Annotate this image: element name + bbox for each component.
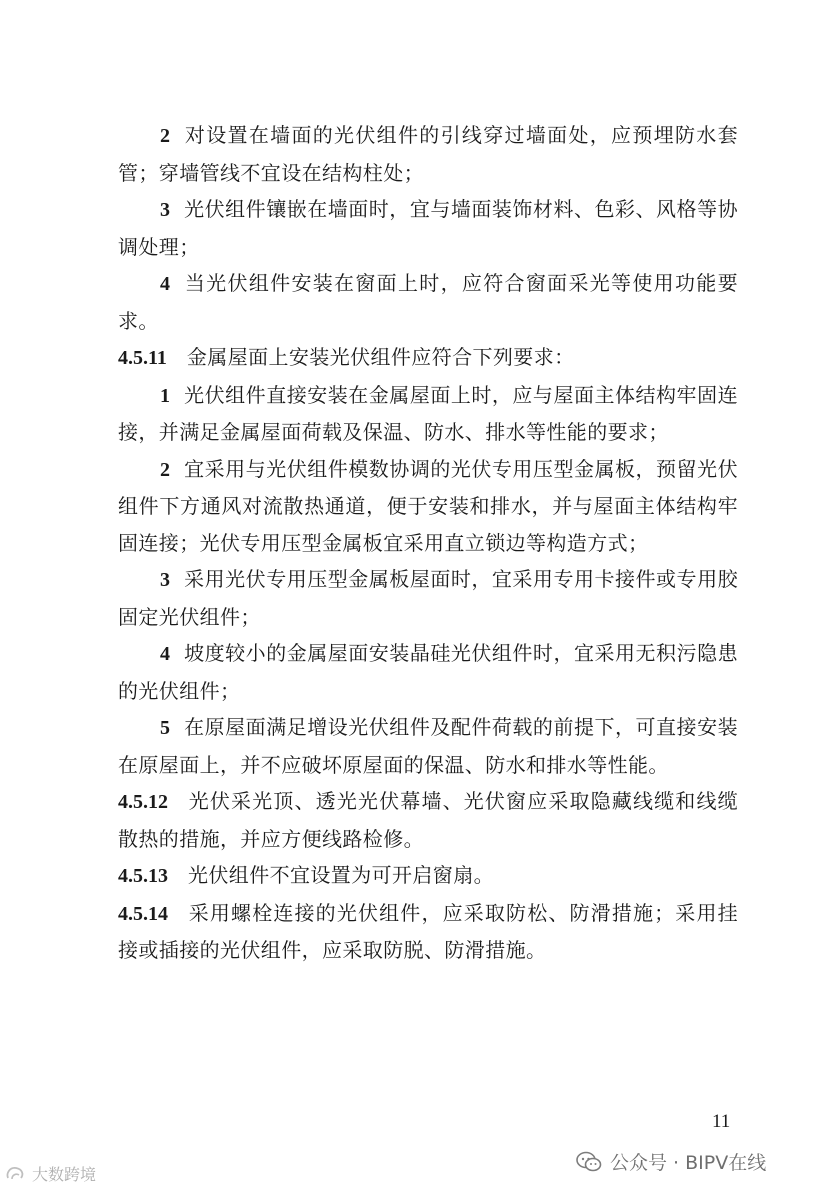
item-number: 5 <box>160 717 170 739</box>
item-text: 宜采用与光伏组件模数协调的光伏专用压型金属板，预留光伏组件下方通风对流散热通道，便于安装和排水，并与屋面主体结构牢固连接；光伏专用压型金属板宜采用直立锁边等构造方式； <box>118 456 738 555</box>
list-item <box>118 635 738 709</box>
clause-text: 采用螺栓连接的光伏组件，应采取防松、防滑措施；采用挂接或插接的光伏组件，应采取防脱、防滑措施。 <box>118 900 738 962</box>
item-text: 光伏组件镶嵌在墙面时，宜与墙面装饰材料、色彩、风格等协调处理； <box>118 197 738 259</box>
corner-watermark <box>4 1162 96 1185</box>
item-number: 3 <box>160 569 170 591</box>
document-body <box>118 117 738 969</box>
clause-number: 4.5.12 <box>118 791 168 813</box>
clause-number: 4.5.11 <box>118 347 167 369</box>
wechat-watermark <box>576 1148 766 1175</box>
clause-number: 4.5.14 <box>118 902 168 925</box>
clause-text: 金属屋面上安装光伏组件应符合下列要求： <box>186 345 575 369</box>
corner-watermark-text: 大数跨境 <box>32 1165 97 1184</box>
clause-text: 光伏组件不宜设置为可开启窗扇。 <box>188 863 494 887</box>
watermark-text: 公众号 · BIPV在线 <box>610 1152 767 1174</box>
logo-icon <box>4 1164 28 1184</box>
clause <box>118 857 738 895</box>
item-text: 当光伏组件安装在窗面上时，应符合窗面采光等使用功能要求。 <box>118 271 738 333</box>
item-text: 光伏组件直接安装在金属屋面上时，应与屋面主体结构牢固连接，并满足金属屋面荷载及保温、防水、排水等性能的要求； <box>118 382 738 444</box>
list-item <box>118 561 738 635</box>
wechat-icon <box>576 1151 602 1173</box>
list-item <box>118 377 738 451</box>
item-number: 4 <box>160 273 170 295</box>
list-item <box>118 451 738 562</box>
clause <box>118 895 738 969</box>
item-text: 对设置在墙面的光伏组件的引线穿过墙面处，应预埋防水套管；穿墙管线不宜设在结构柱处； <box>118 123 738 185</box>
list-item <box>118 117 738 191</box>
item-number: 3 <box>160 199 170 221</box>
clause-text: 光伏采光顶、透光光伏幕墙、光伏窗应采取隐藏线缆和线缆散热的措施，并应方便线路检修。 <box>118 789 738 851</box>
clause <box>118 339 738 377</box>
item-text: 在原屋面满足增设光伏组件及配件荷载的前提下，可直接安装在原屋面上，并不应破坏原屋面的保温、防水和排水等性能。 <box>118 715 738 777</box>
clause-number: 4.5.13 <box>118 865 168 887</box>
item-text: 采用光伏专用压型金属板屋面时，宜采用专用卡接件或专用胶固定光伏组件； <box>118 567 738 629</box>
list-item <box>118 191 738 265</box>
item-number: 2 <box>160 458 170 481</box>
item-number: 1 <box>160 384 170 407</box>
list-item <box>118 265 738 339</box>
item-number: 4 <box>160 643 170 665</box>
clause <box>118 783 738 857</box>
page-number: 11 <box>712 1111 731 1132</box>
item-number: 2 <box>160 125 170 147</box>
list-item <box>118 709 738 783</box>
item-text: 坡度较小的金属屋面安装晶硅光伏组件时，宜采用无积污隐患的光伏组件； <box>118 641 738 703</box>
